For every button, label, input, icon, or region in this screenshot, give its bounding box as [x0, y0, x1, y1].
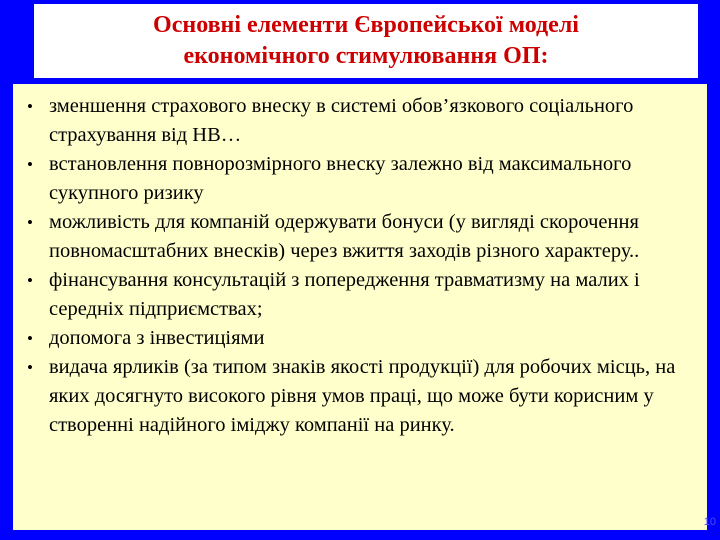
slide-number: 10	[703, 516, 716, 528]
bullet-item	[23, 353, 701, 440]
bullet-dot-icon: •	[27, 213, 33, 232]
bullet-text: допомога з інвестиціями	[49, 327, 265, 349]
bullet-item	[23, 92, 701, 150]
bullet-item	[23, 150, 701, 208]
bullet-text: видача ярликів (за типом знаків якості продукції) для робочих місць, на яких досягнуто високого рівня умов праці, що може бути корисним у створенні надійного іміджу компанії на ринку.	[49, 356, 676, 436]
slide-title-line-2: економічного стимулювання ОП:	[183, 43, 549, 69]
bullet-dot-icon: •	[27, 271, 33, 290]
slide-title-line-1: Основні елементи Європейської моделі	[153, 12, 579, 38]
bullet-text: зменшення страхового внеску в системі обов’язкового соціального страхування від НВ…	[49, 95, 634, 146]
bullet-item	[23, 266, 701, 324]
bullet-dot-icon: •	[27, 329, 33, 348]
slide-title-box	[34, 4, 698, 78]
bullet-dot-icon: •	[27, 358, 33, 377]
bullet-text: можливість для компаній одержувати бонуси (у вигляді скорочення повномасштабних внесків) через вжиття заходів різного характеру..	[49, 211, 640, 262]
bullet-dot-icon: •	[27, 97, 33, 116]
bullet-text: встановлення повнорозмірного внеску залежно від максимального сукупного ризику	[49, 153, 632, 204]
bullet-item	[23, 324, 701, 353]
bullet-item	[23, 208, 701, 266]
slide-content-box	[13, 84, 707, 530]
bullet-list	[23, 92, 701, 440]
bullet-dot-icon: •	[27, 155, 33, 174]
bullet-text: фінансування консультацій з попередження травматизму на малих і середніх підприємствах;	[49, 269, 640, 320]
